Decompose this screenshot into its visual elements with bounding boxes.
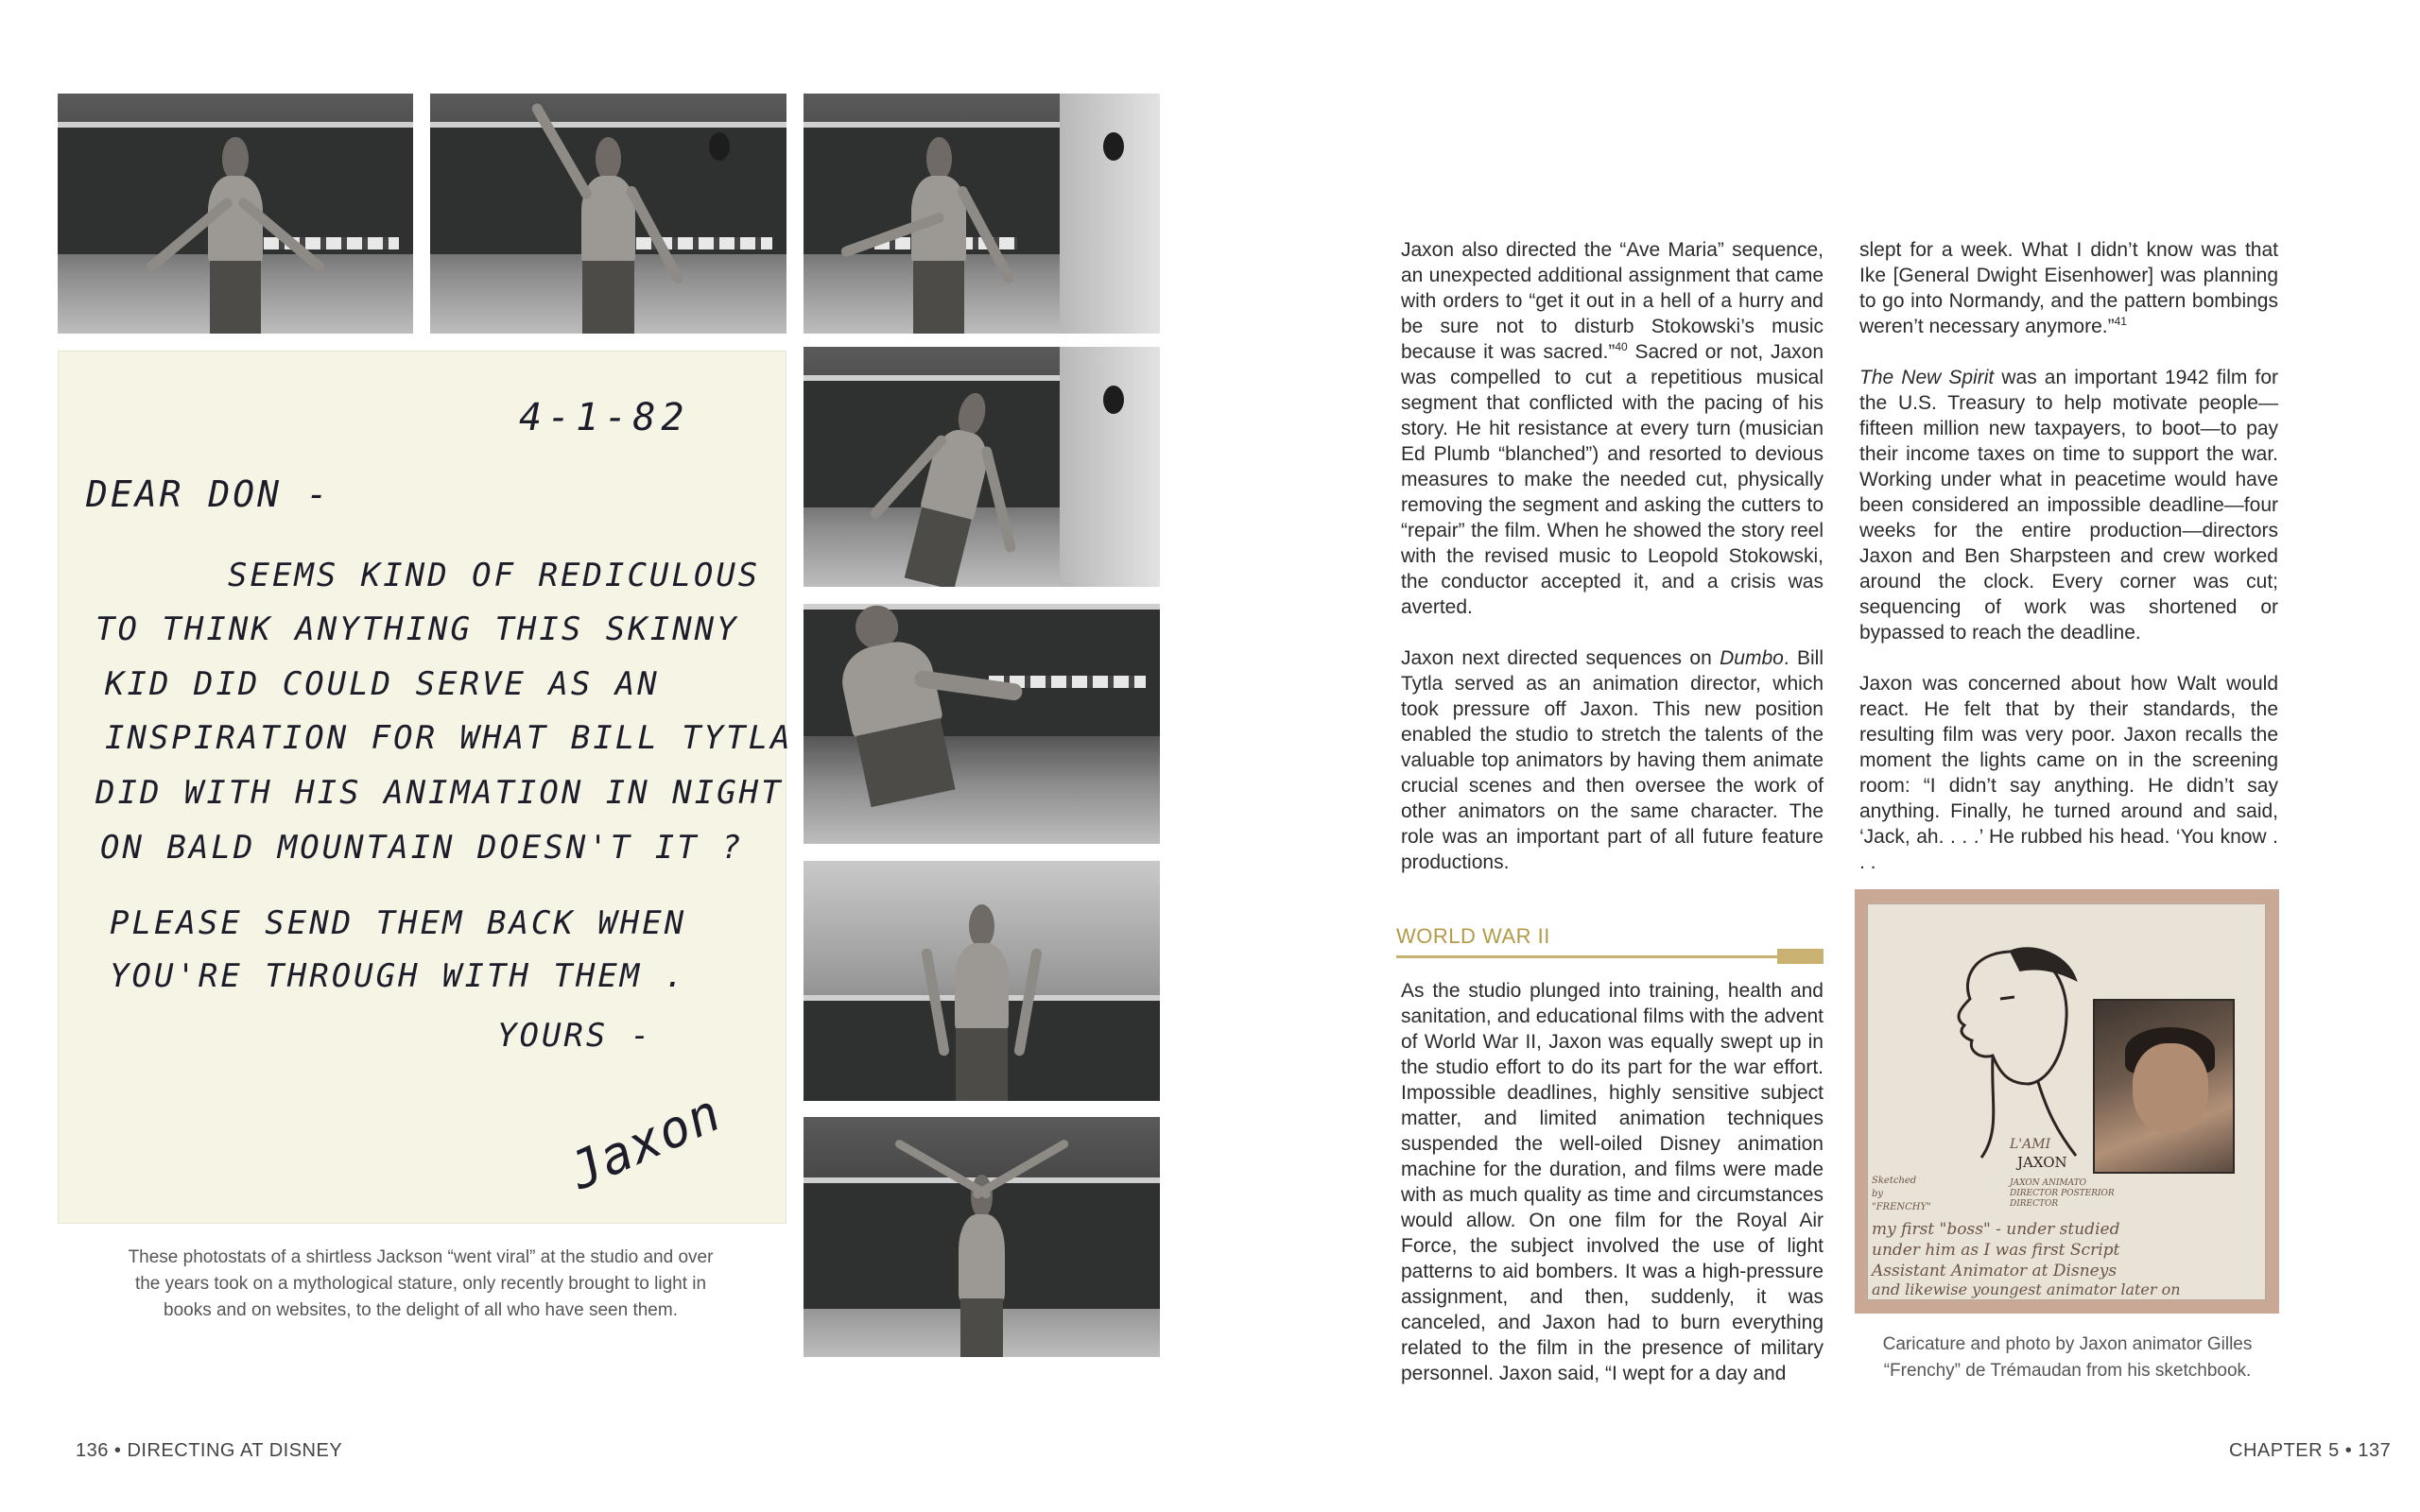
sketchbook-page <box>1868 904 2265 1299</box>
film-title-new-spirit: The New Spirit <box>1859 367 1995 388</box>
endnote-40: 40 <box>1615 340 1628 353</box>
photostat-reaching <box>804 604 1160 844</box>
caricature-label-top: L'AMI <box>2010 1137 2051 1152</box>
letter-line: DID WITH HIS ANIMATION IN NIGHT <box>95 774 784 812</box>
left-folio: 136 • DIRECTING AT DISNEY <box>76 1440 343 1461</box>
letter-line: TO THINK ANYTHING THIS SKINNY <box>95 610 739 648</box>
photostat-arm-bent <box>804 94 1160 334</box>
caricature-note: under him as I was first Script <box>1872 1241 2120 1260</box>
letter-line: SEEMS KIND OF REDICULOUS <box>228 557 761 594</box>
text-column-1-bottom <box>1401 978 1824 1386</box>
letter-salutation: DEAR DON - <box>86 473 331 515</box>
photostat-arms-wide <box>804 1117 1160 1357</box>
photostat-arm-raised <box>430 94 786 334</box>
paragraph-new-spirit: The New Spirit was an important 1942 film for the U.S. Treasury to help motivate people—fifteen million new taxpayers, to boot—to pay their income taxes on time to support the war. Working under what in peacetime would have been considered an impossible deadline—four weeks for the entire production—directors Jaxon and Ben Sharpsteen and crew worked around the clock. Every corner was cut; sequencing of work was shortened or bypassed to reach the deadline. <box>1859 367 2278 644</box>
film-title-dumbo: Dumbo <box>1720 647 1784 669</box>
right-folio: CHAPTER 5 • 137 <box>2229 1440 2392 1461</box>
paragraph-normandy: slept for a week. What I didn’t know was that Ike [General Dwight Eisenhower] was planning to go into Normandy, and the pattern bombings weren’t necessary anymore.”$^{41}$ <box>1859 239 2278 337</box>
caricature-label-name: JAXON <box>2017 1154 2067 1171</box>
caricature-sketch <box>1944 942 2085 1160</box>
letter-line: INSPIRATION FOR WHAT BILL TYTLA <box>105 719 793 757</box>
paragraph-dumbo: Jaxon next directed sequences on Dumbo. Bill Tytla served as an animation director, which took pressure off Jaxon. This new position enabled the studio to stretch the talents of the valuable top animators by having them animate crucial scenes and then oversee the work of other animators on the same character. The role was an important part of all future feature productions. <box>1401 647 1824 873</box>
endnote-41: 41 <box>2114 315 2127 328</box>
paragraph-walt-reaction: Jaxon was concerned about how Walt would react. He felt that by their standards, the resulting film was very poor. Jaxon recalls the moment the lights came on in the screening room: “I didn’t say anything. He didn’t say anything. Finally, he turned around and said, ‘Jack, ah. . . .’ He rubbed his head. ‘You know . . . <box>1859 673 2278 873</box>
paragraph-world-war-ii: As the studio plunged into training, health and sanitation, and educational films with the advent of World War II, Jaxon was equally swept up in the studio effort to do its part for the war effort. Impossible deadlines, highly sensitive subject matter, and limited animation techniques suspended the well-oiled Disney animation machine for the duration, and films were made with as much quality as time and circumstances would allow. On one film for the Royal Air Force, the subject involved the use of light patterns to aid bombers. It was a high-pressure assignment, and then, suddenly, it was canceled, and Jaxon had to burn everything related to the film in the presence of military personnel. Jaxon said, “I wept for a day and <box>1401 980 1824 1384</box>
text-column-2 <box>1859 237 2278 875</box>
letter-date: 4-1-82 <box>519 396 690 439</box>
handwritten-letter <box>58 351 793 1224</box>
letter-line: YOU'RE THROUGH WITH THEM . <box>110 957 687 995</box>
caricature-label-sketch: Sketched by "FRENCHY" <box>1872 1176 1931 1212</box>
letter-signature: Jaxon <box>561 1082 730 1202</box>
text-column-1-top <box>1401 237 1824 875</box>
caricature-image <box>1855 889 2279 1314</box>
caricature-note: my first "boss" - under studied <box>1872 1220 2120 1239</box>
caricature-label-roles: JAXON ANIMATO DIRECTOR POSTERIOR DIRECTOR <box>2010 1178 2115 1209</box>
caricature-caption: Caricature and photo by Jaxon animator Gilles “Frenchy” de Trémaudan from his sketchbook. <box>1882 1334 2253 1381</box>
photostat-hands-out <box>804 861 1160 1101</box>
letter-line: KID DID COULD SERVE AS AN <box>105 665 660 703</box>
section-heading-world-war-ii: WORLD WAR II <box>1396 924 1550 948</box>
photostats-caption: These photostats of a shirtless Jackson “went viral” at the studio and over the years took on a mythological stature, only recently brought to light in books and on websites, to the delight of all who have seen them. <box>128 1247 714 1320</box>
caricature-note: and likewise youngest animator later on <box>1872 1280 2181 1298</box>
caricature-note: Assistant Animator at Disneys <box>1872 1262 2118 1280</box>
paragraph-ave-maria: Jaxon also directed the “Ave Maria” sequence, an unexpected additional assignment that came with orders to “get it out in a hell of a hurry and be sure not to disturb Stokowski’s music because it was sacred.”$^{40}$ Sacred or not, Jaxon was compelled to cut a repetitious musical segment that conflicted with the pacing of his story. He hit resistance at every turn (musician Ed Plumb “blanched”) and resorted to devious measures to make the needed cut, physically removing the segment and asking the cutters to “repair” the film. When he showed the story reel with the revised music to Leopold Stokowski, the conductor accepted it, and a crisis was averted. <box>1401 239 1824 618</box>
letter-line: PLEASE SEND THEM BACK WHEN <box>110 904 687 942</box>
section-rule <box>1396 955 1824 958</box>
letter-closing: YOURS - <box>497 1017 653 1055</box>
portrait-photo <box>2093 999 2235 1174</box>
section-rule-cap <box>1777 949 1824 964</box>
photostat-arms-crossed <box>58 94 413 334</box>
photostat-leaning <box>804 347 1160 587</box>
letter-line: ON BALD MOUNTAIN DOESN'T IT ? <box>100 829 744 867</box>
